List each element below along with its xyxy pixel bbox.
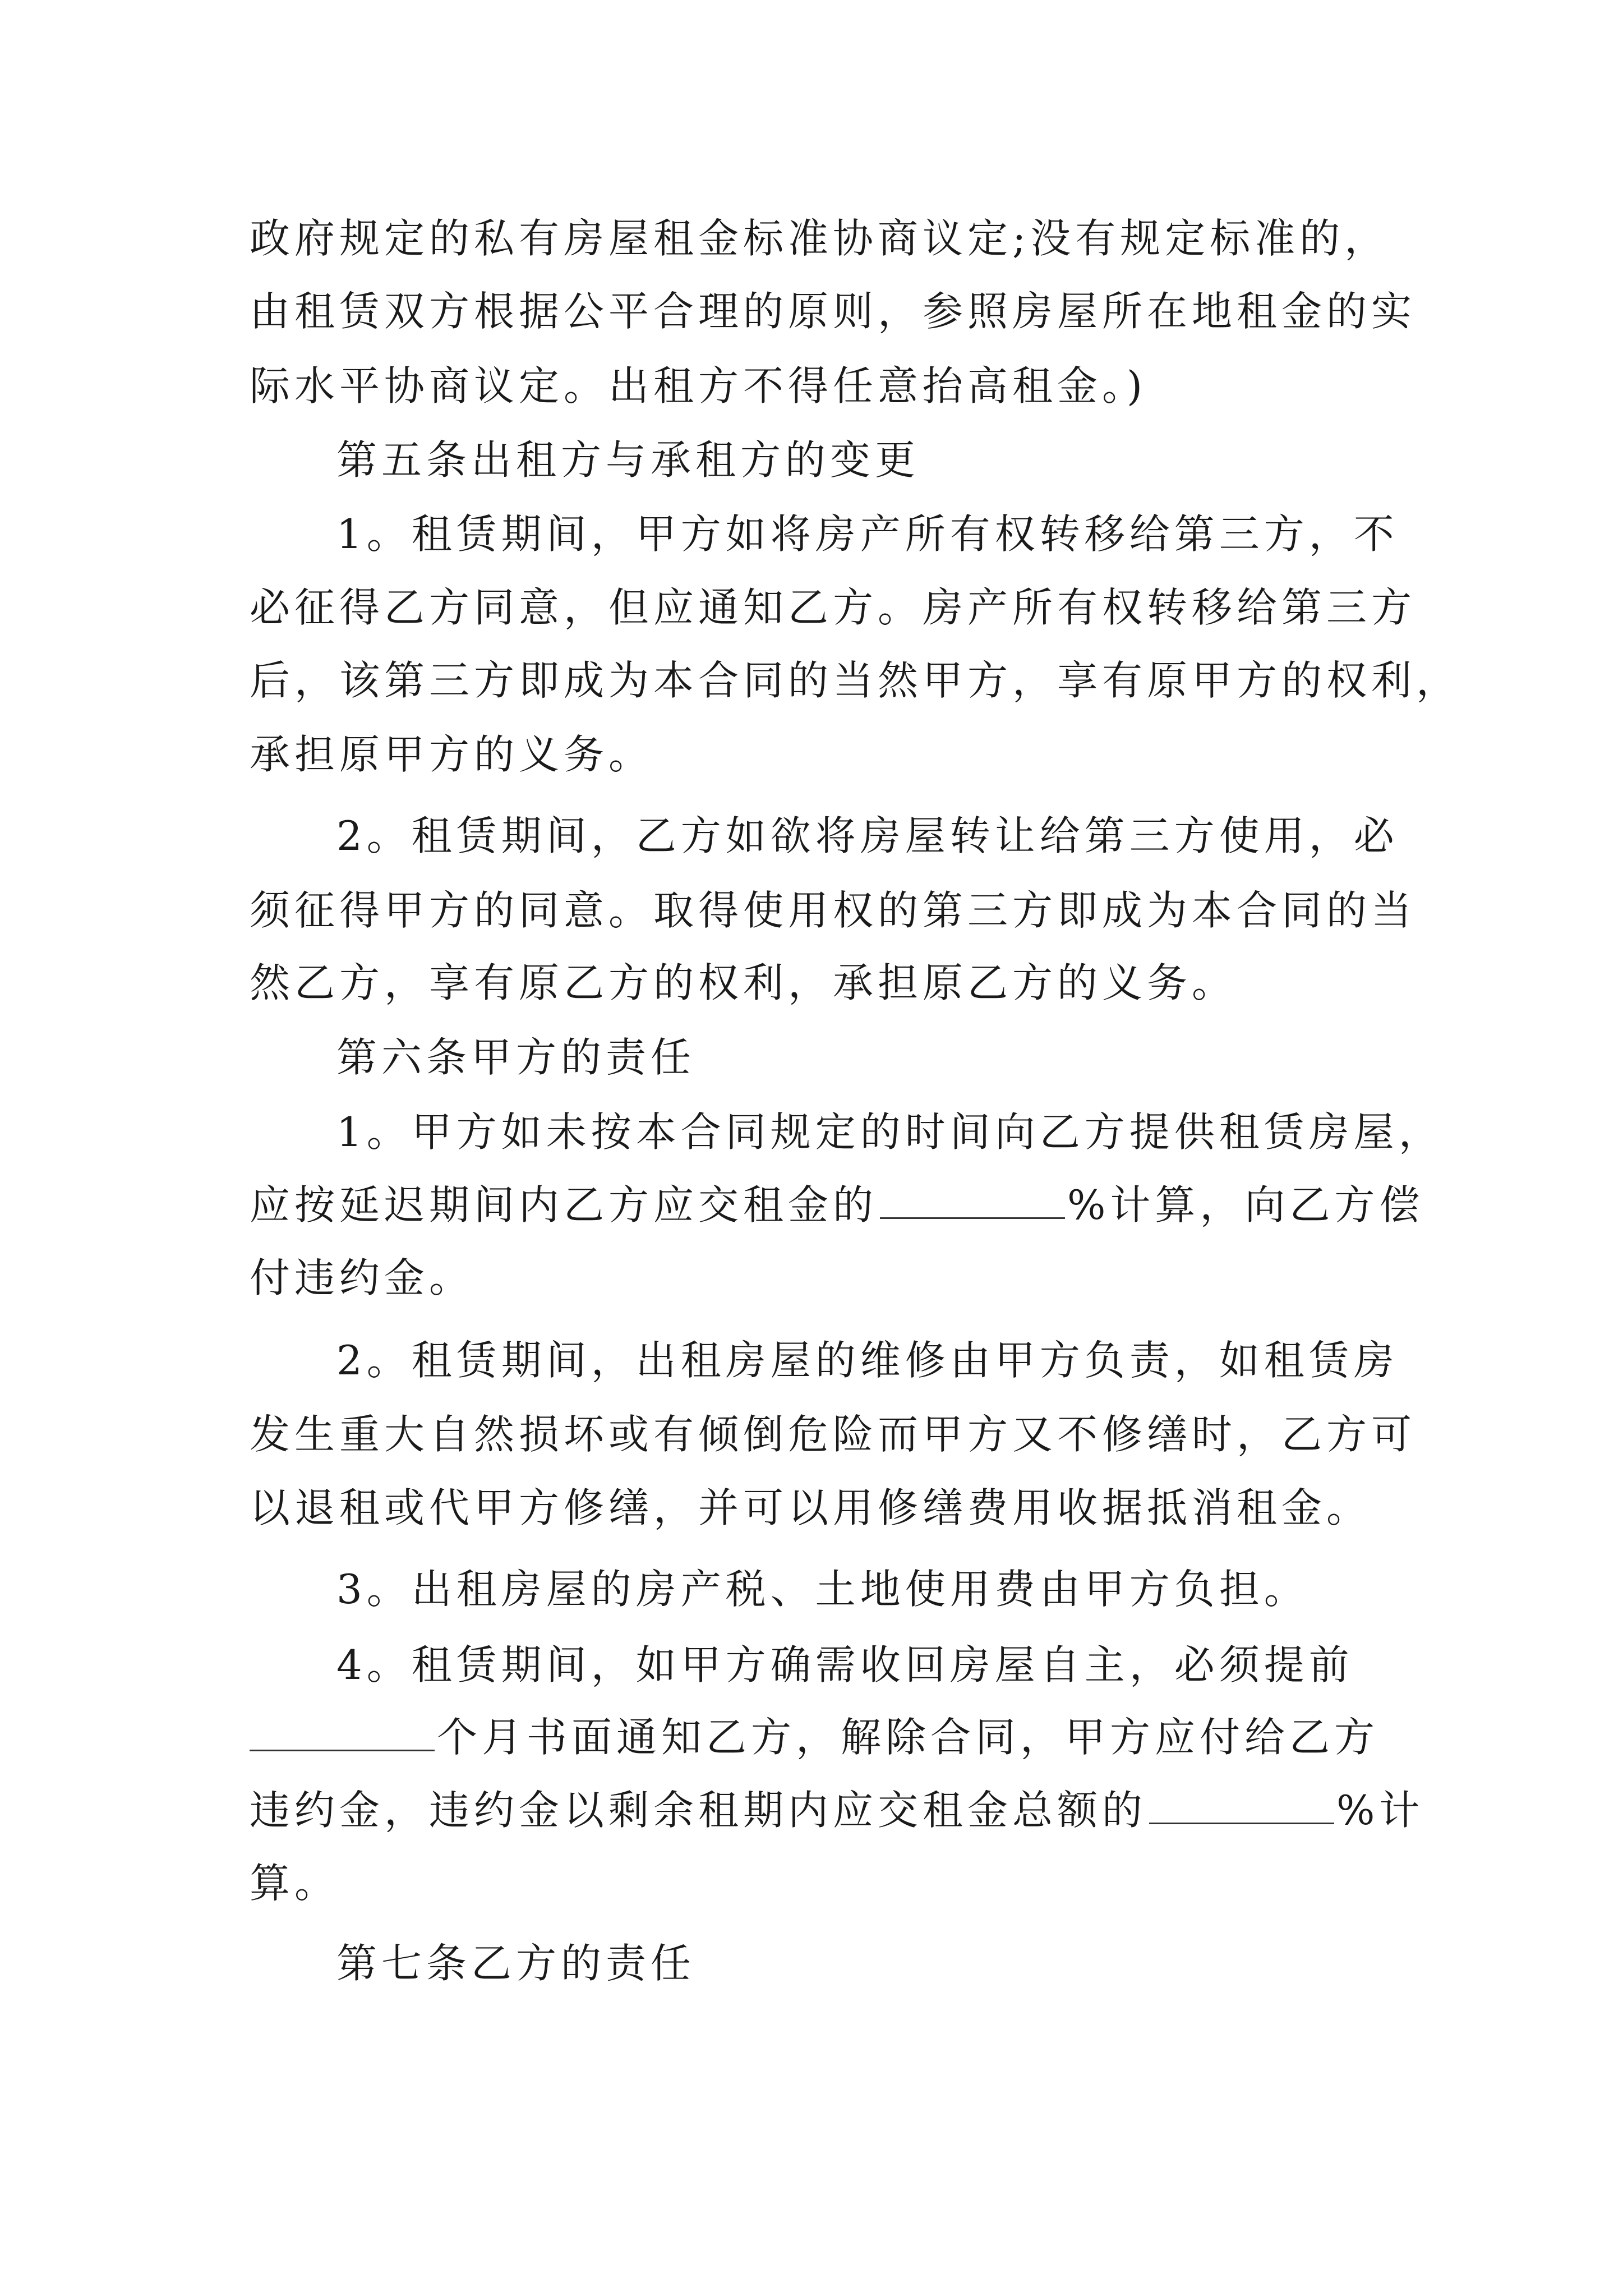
text-line: 1。租赁期间，甲方如将房产所有权转移给第三方，不 xyxy=(336,510,1399,558)
text-line xyxy=(250,1177,1424,1233)
text-line: 必征得乙方同意，但应通知乙方。房产所有权转移给第三方 xyxy=(250,584,1417,631)
text-line: 付违约金。 xyxy=(250,1254,474,1301)
text-line: 4。租赁期间，如甲方确需收回房屋自主，必须提前 xyxy=(336,1641,1354,1688)
text-line: 2。租赁期间，出租房屋的维修由甲方负责，如租赁房 xyxy=(336,1337,1399,1384)
fill-in-blank[interactable] xyxy=(1149,1783,1334,1824)
text-line: 发生重大自然损坏或有倾倒危险而甲方又不修缮时，乙方可 xyxy=(250,1411,1417,1458)
text-line: 算。 xyxy=(250,1860,340,1907)
text-segment: %计算，向乙方偿 xyxy=(1067,1181,1424,1228)
text-line xyxy=(250,1709,1379,1765)
text-line: 1。甲方如未按本合同规定的时间向乙方提供租赁房屋， xyxy=(336,1108,1444,1156)
text-segment: 应按延迟期间内乙方应交租金的 xyxy=(250,1181,878,1228)
text-line: 3。出租房屋的房产税、土地使用费由甲方负担。 xyxy=(336,1566,1309,1613)
text-segment: 个月书面通知乙方，解除合同，甲方应付给乙方 xyxy=(437,1714,1380,1761)
text-line: 际水平协商议定。出租方不得任意抬高租金。) xyxy=(250,362,1147,409)
section-heading: 第六条甲方的责任 xyxy=(336,1034,696,1081)
text-line: 承担原甲方的义务。 xyxy=(250,731,654,778)
text-line xyxy=(250,1782,1424,1838)
section-heading: 第七条乙方的责任 xyxy=(336,1940,696,1987)
text-segment: 违约金，违约金以剩余租期内应交租金总额的 xyxy=(250,1787,1147,1834)
text-line: 须征得甲方的同意。取得使用权的第三方即成为本合同的当 xyxy=(250,887,1417,934)
text-line: 由租赁双方根据公平合理的原则，参照房屋所在地租金的实 xyxy=(250,288,1417,335)
fill-in-blank[interactable] xyxy=(250,1710,435,1751)
section-heading: 第五条出租方与承租方的变更 xyxy=(336,436,920,484)
fill-in-blank[interactable] xyxy=(880,1178,1065,1219)
text-line: 然乙方，享有原乙方的权利，承担原乙方的义务。 xyxy=(250,959,1237,1006)
text-line: 2。租赁期间，乙方如欲将房屋转让给第三方使用，必 xyxy=(336,812,1399,859)
text-line: 以退租或代甲方修缮，并可以用修缮费用收据抵消租金。 xyxy=(250,1484,1372,1531)
text-segment: %计 xyxy=(1336,1787,1424,1834)
text-line: 政府规定的私有房屋租金标准协商议定;没有规定标准的， xyxy=(250,215,1390,262)
text-line: 后，该第三方即成为本合同的当然甲方，享有原甲方的权利， xyxy=(250,657,1461,704)
